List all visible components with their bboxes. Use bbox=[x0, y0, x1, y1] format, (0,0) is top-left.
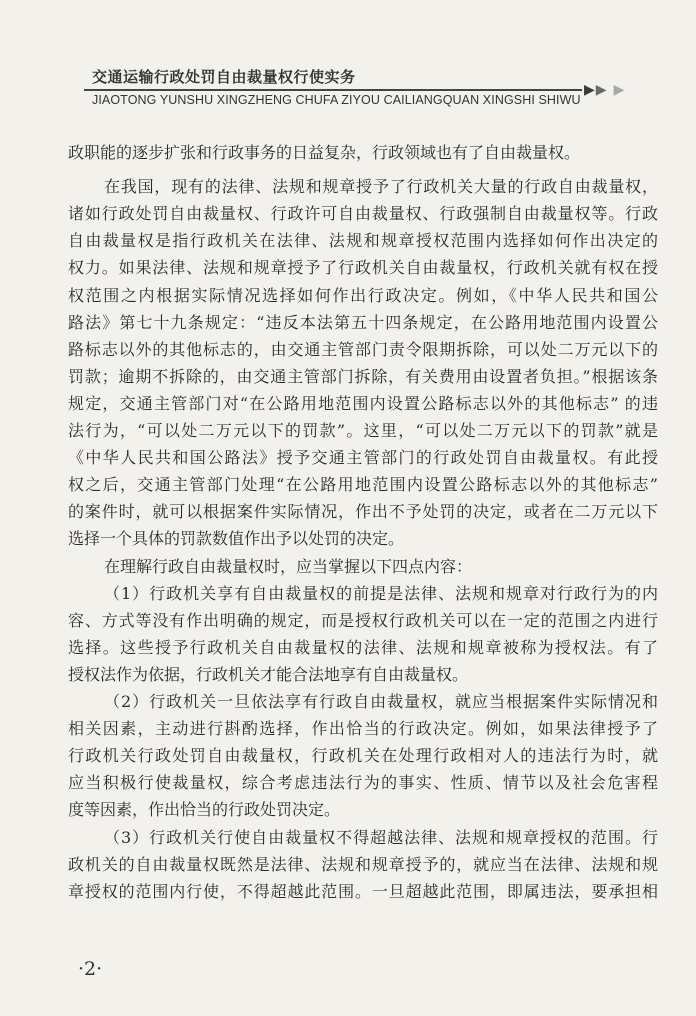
text-line: 的案件时，就可以根据案件实际情况，作出不予处罚的决定，或者在二万元以下 bbox=[68, 502, 658, 522]
text-line: 罚款；逾期不拆除的，由交通主管部门拆除，有关费用由设置者负担。”根据该条 bbox=[68, 366, 658, 386]
text-line: （1）行政机关享有自由裁量权的前提是法律、法规和规章对行政行为的内 bbox=[104, 583, 658, 603]
text-line: 应当积极行使裁量权，综合考虑违法行为的事实、性质、情节以及社会危害程 bbox=[68, 773, 658, 793]
running-header-pinyin: JIAOTONG YUNSHU XINGZHENG CHUFA ZIYOU CAILIANGQUAN XINGSHI SHIWU bbox=[92, 93, 581, 107]
text-line: 规定，交通主管部门对“在公路用地范围内设置公路标志以外的其他标志” 的违 bbox=[68, 393, 658, 413]
arrow-icon: ▶ bbox=[595, 82, 607, 98]
page-number: ·2· bbox=[78, 958, 103, 980]
text-line: 《中华人民共和国公路法》授予交通主管部门的行政处罚自由裁量权。有此授 bbox=[68, 448, 658, 468]
text-line: 授权法作为依据，行政机关才能合法地享有自由裁量权。 bbox=[68, 664, 469, 684]
text-line: 政职能的逐步扩张和行政事务的日益复杂，行政领域也有了自由裁量权。 bbox=[68, 143, 581, 162]
text-line: 容、方式等没有作出明确的规定，而是授权行政机关可以在一定的范围之内进行 bbox=[68, 610, 658, 630]
text-line: 行政机关行政处罚自由裁量权，行政机关在处理行政相对人的违法行为时，就 bbox=[68, 746, 658, 766]
header-rule bbox=[84, 89, 582, 91]
text-line: 权之后，交通主管部门处理“在公路用地范围内设置公路标志以外的其他标志” bbox=[68, 475, 658, 495]
text-line: 政机关的自由裁量权既然是法律、法规和规章授予的，就应当在法律、法规和规 bbox=[68, 854, 658, 874]
text-line: 自由裁量权是指行政机关在法律、法规和规章授权范围内选择如何作出决定的 bbox=[68, 231, 658, 251]
text-line: 在理解行政自由裁量权时，应当掌握以下四点内容： bbox=[104, 556, 473, 576]
text-line: 权范围之内根据实际情况选择如何作出行政决定。例如，《中华人民共和国公 bbox=[68, 285, 658, 305]
running-header-title: 交通运输行政处罚自由裁量权行使实务 bbox=[92, 68, 356, 86]
text-line: 诸如行政处罚自由裁量权、行政许可自由裁量权、行政强制自由裁量权等。行政 bbox=[68, 204, 658, 224]
text-line: 选择。这些授予行政机关自由裁量权的法律、法规和规章被称为授权法。有了 bbox=[68, 637, 658, 657]
text-line: 度等因素，作出恰当的行政处罚决定。 bbox=[68, 800, 341, 820]
text-line: 章授权的范围内行使，不得超越此范围。一旦超越此范围，即属违法，要承担相 bbox=[68, 881, 658, 901]
text-line: 路标志以外的其他标志的，由交通主管部门责令限期拆除，可以处二万元以下的 bbox=[68, 339, 658, 359]
text-line: 在我国，现有的法律、法规和规章授予了行政机关大量的行政自由裁量权， bbox=[104, 177, 658, 197]
text-line: （2）行政机关一旦依法享有行政自由裁量权，就应当根据案件实际情况和 bbox=[104, 692, 658, 711]
text-line: 选择一个具体的罚款数值作出予以处罚的决定。 bbox=[68, 529, 405, 549]
arrow-icon: ▶ bbox=[613, 82, 625, 98]
text-line: 相关因素，主动进行斟酌选择，作出恰当的行政决定。例如，如果法律授予了 bbox=[68, 719, 658, 739]
triple-arrow-right-icon bbox=[584, 83, 625, 97]
arrow-icon: ▶ bbox=[584, 82, 595, 98]
text-line: （3）行政机关行使自由裁量权不得超越法律、法规和规章授权的范围。行 bbox=[104, 827, 658, 847]
text-line: 权力。如果法律、法规和规章授予了行政机关自由裁量权，行政机关就有权在授 bbox=[68, 258, 658, 278]
text-line: 路法》第七十九条规定：“违反本法第五十四条规定，在公路用地范围内设置公 bbox=[68, 312, 658, 332]
text-line: 法行为，“可以处二万元以下的罚款”。这里，“可以处二万元以下的罚款”就是 bbox=[68, 421, 658, 440]
